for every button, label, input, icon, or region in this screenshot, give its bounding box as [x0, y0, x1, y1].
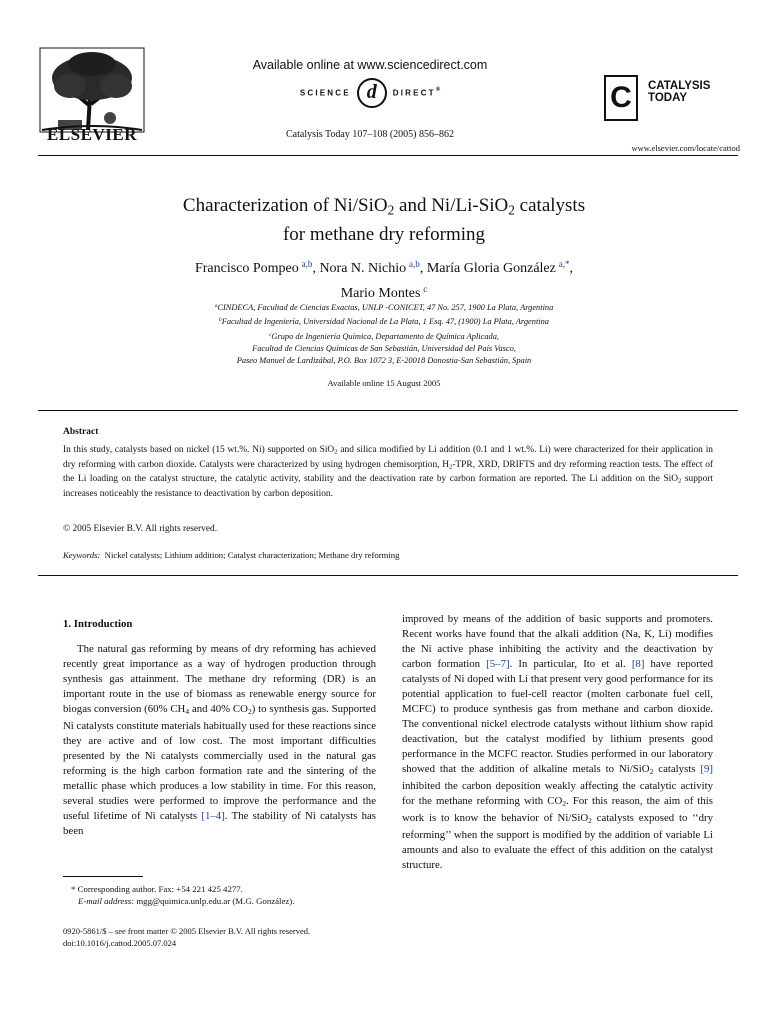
keywords-label: Keywords:	[63, 550, 101, 560]
available-online-link[interactable]: Available online at www.sciencedirect.com	[252, 58, 488, 72]
affiliation-line: $^a$CINDECA, Facultad de Ciencias Exactas, UNLP -CONICET, 47 No. 257, 1900 La Plata, Argentina	[214, 303, 554, 312]
section-heading-introduction: 1. Introduction	[63, 618, 133, 630]
abstract-bottom-rule	[38, 575, 738, 576]
journal-logo-line1: CATALYSIS	[648, 80, 711, 92]
abstract-heading: Abstract	[63, 427, 99, 437]
title-line1: Characterization of Ni/SiO$_2$ and Ni/Li-SiO$_2$ catalysts	[182, 195, 586, 218]
article-title	[60, 193, 708, 247]
catalysis-today-logo-icon	[604, 75, 638, 121]
citation-link[interactable]: [5–7]	[486, 658, 510, 671]
affiliation-line: $^b$Facultad de Ingeniería, Universidad Nacional de La Plata, 1 Esq. 47, (1900) La Plata, Argentina	[218, 317, 549, 327]
intro-right-column: improved by means of the addition of basic supports and promoters. Recent works have found that the alkali addition (Na, K, Li) modifies the Ni active phase inhibiting the activity and the deactivation by carbon formation [5–7]. In particular, Ito et al. [8] have reported catalysts of Ni doped with Li that present very good performance for its potential application to fuel-cell reactor (molten carbonate fuel cell, MCFC) to produce synthesis gas from methane and carbon dioxide. The conventional nickel electrode catalysts without lithium show rapid deactivation, but the catalyst modified by lithium presents good performance in the MCFC reactor. Studies performed in our laboratory showed that the addition of alkaline metals to Ni/SiO$_2$ catalysts [9] inhibited the carbon deposition weakly affecting the catalytic activity for the methane reforming with $CO_2$. For this reason, the aim of this work is to know the behavior of Ni/SiO$_2$ catalysts exposed to ‘‘dry reforming’’ when the support is modified by the addition of variable Li amounts and also to evaluate the effect of this addition on the catalyst structure.	[402, 613, 713, 872]
citation-link[interactable]: [9]	[700, 763, 713, 776]
publisher-name: ELSEVIER	[47, 125, 137, 144]
sd-registered-mark: ®	[435, 86, 441, 93]
footnote-rule	[63, 876, 143, 877]
journal-reference: Catalysis Today 107–108 (2005) 856–862	[286, 129, 454, 140]
issn-line: 0920-5861/$ – see front matter © 2005 Elsevier B.V. All rights reserved.	[63, 926, 311, 936]
author-affil-mark[interactable]: c	[423, 284, 428, 294]
keywords	[63, 550, 713, 560]
citation-link[interactable]: [8]	[631, 658, 645, 671]
journal-logo-text	[648, 80, 710, 104]
journal-url-link[interactable]: www.elsevier.com/locate/cattod	[631, 143, 740, 153]
keywords-text: Nickel catalysts; Lithium addition; Catalyst characterization; Methane dry reforming	[104, 550, 400, 560]
affiliation-line: $^c$Grupo de Ingeniería Química, Departamento de Química Aplicada,	[269, 331, 499, 341]
doi-link[interactable]: doi:10.1016/j.cattod.2005.07.024	[63, 938, 177, 949]
article-identifiers	[63, 925, 393, 949]
abstract-text: In this study, catalysts based on nickel (15 wt.%. Ni) supported on SiO$_2$ and silica modified by Li addition (0.1 and 1 wt.%. Li) were characterized for their application in dry reforming with carbon dioxide. Catalysts were characterized by using hydrogen chemisorption, $H_2$-TPR, XRD, DRIFTS and dry reforming reaction tests. The effect of the Li loading on the catalyst structure, the catalytic activity, stability and the deactivation rate by carbon formation are reported. The Li addition on the SiO$_2$ support increases noticeably the resistance to deactivation by carbon deposition.	[63, 445, 713, 500]
abstract-top-rule	[38, 410, 738, 411]
sd-at-icon: d	[357, 78, 387, 108]
sd-direct: DIRECT	[392, 88, 436, 98]
corresponding-author-footnote: * Corresponding author. Fax: +54 221 425 4277. E-mail address: mgg@quimica.unlp.edu.ar (M.G. González).	[71, 884, 295, 906]
author-affil-mark[interactable]: a,b	[408, 259, 420, 269]
affiliation-line: Facultad de Ciencias Químicas de San Sebastián, Universidad del País Vasco,	[252, 343, 516, 353]
journal-logo-line2: TODAY	[648, 92, 687, 104]
ct-letter: C	[610, 81, 632, 114]
intro-left-column: The natural gas reforming by means of dry reforming has achieved recently great importance as a way of hydrogen production through synthesis gas attainment. The methane dry reforming (DR) is an important route in the use of biomass as renewable energy source for biogas conversion (60% $CH_4$ and 40% $CO_2$) to synthesis gas. Supported Ni catalysts constitute materials habitually used for these reactions since they are active and of low cost. The most important difficulties presented by the Ni catalysts commercially used in the natural gas reforming is the high carbon formation rate and the sintering of the metallic phase which produces a low stability in time. For this reason, several studies were performed to improve the performance and the useful lifetime of Ni catalysts [1–4]. The stability of Ni catalysts has been	[63, 643, 376, 838]
abstract-copyright: © 2005 Elsevier B.V. All rights reserved.	[63, 524, 218, 534]
available-date: Available online 15 August 2005	[327, 378, 441, 388]
header-rule	[38, 155, 738, 156]
title-line2: for methane dry reforming	[282, 224, 486, 246]
email-link[interactable]: mgg@quimica.unlp.edu.ar (M.G. González).	[134, 896, 295, 906]
sciencedirect-logo-icon	[200, 78, 540, 106]
sd-science: SCIENCE	[299, 88, 351, 98]
author-name[interactable]: María Gloria González	[426, 261, 556, 276]
affiliation-line: Paseo Manuel de Lardizábal, P.O. Box 1072 3, E-20018 Donostia-San Sebastián, Spain	[236, 356, 532, 366]
affiliations	[60, 300, 708, 367]
citation-link[interactable]: [1–4]	[201, 810, 225, 823]
author-affil-mark[interactable]: a,b	[301, 259, 313, 269]
author-name[interactable]: Mario Montes	[340, 286, 421, 301]
author-list: Francisco Pompeo $^{a,b}$, Nora N. Nichio $^{a,b}$, María Gloria González $^{a,*}$, Mario Montes $^c$	[194, 259, 574, 301]
author-name[interactable]: Francisco Pompeo	[194, 261, 299, 276]
author-affil-mark[interactable]: a,*	[558, 259, 570, 269]
author-name[interactable]: Nora N. Nichio	[319, 261, 407, 276]
